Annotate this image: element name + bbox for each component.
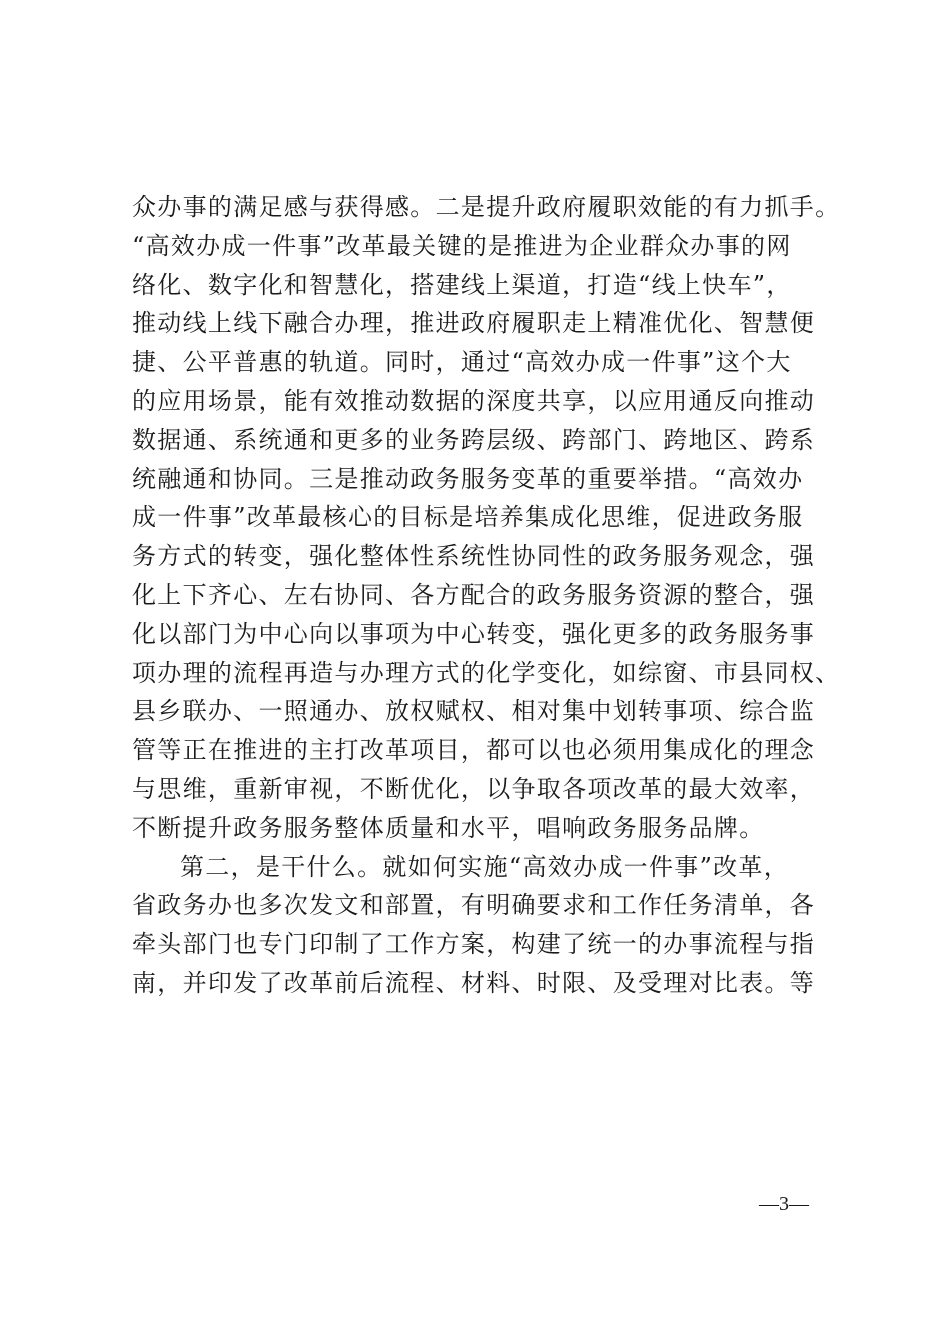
text-line-6: 的应用场景，能有效推动数据的深度共享，以应用通反向推动 xyxy=(132,386,816,415)
text-line-5: 捷、公平普惠的轨道。同时，通过“高效办成一件事”这个大 xyxy=(132,348,792,377)
text-line-12: 化以部门为中心向以事项为中心转变，强化更多的政务服务事 xyxy=(132,619,816,648)
paragraph-start-line: 第二，是干什么。就如何实施“高效办成一件事”改革， xyxy=(180,852,790,881)
text-line-17: 不断提升政务服务整体质量和水平，唱响政务服务品牌。 xyxy=(132,813,765,842)
text-line-2: “高效办成一件事”改革最关键的是推进为企业群众办事的网 xyxy=(132,231,792,260)
text-line-13: 项办理的流程再造与办理方式的化学变化，如综窗、市县同权、 xyxy=(132,658,841,687)
text-line-4: 推动线上线下融合办理，推进政府履职走上精准优化、智慧便 xyxy=(132,309,816,338)
text-line-10: 务方式的转变，强化整体性系统性协同性的政务服务观念，强 xyxy=(132,542,816,571)
text-line-8: 统融通和协同。三是推动政务服务变革的重要举措。“高效办 xyxy=(132,464,804,493)
text-line-15: 管等正在推进的主打改革项目，都可以也必须用集成化的理念 xyxy=(132,736,816,765)
text-line-16: 与思维，重新审视，不断优化，以争取各项改革的最大效率， xyxy=(132,774,816,803)
document-body xyxy=(132,188,841,1003)
text-line-9: 成一件事”改革最核心的目标是培养集成化思维，促进政务服 xyxy=(132,503,804,532)
text-line-19: 省政务办也多次发文和部置，有明确要求和工作任务清单，各 xyxy=(132,891,816,920)
text-line-20: 牵头部门也专门印制了工作方案，构建了统一的办事流程与指 xyxy=(132,930,816,959)
text-line-11: 化上下齐心、左右协同、各方配合的政务服务资源的整合，强 xyxy=(132,580,816,609)
text-line-7: 数据通、系统通和更多的业务跨层级、跨部门、跨地区、跨系 xyxy=(132,425,816,454)
text-line-14: 县乡联办、一照通办、放权赋权、相对集中划转事项、综合监 xyxy=(132,697,816,726)
text-line-3: 络化、数字化和智慧化，搭建线上渠道，打造“线上快车”， xyxy=(132,270,792,299)
text-line-1: 众办事的满足感与获得感。二是提升政府履职效能的有力抓手。 xyxy=(132,193,841,221)
text-line-21: 南，并印发了改革前后流程、材料、时限、及受理对比表。等 xyxy=(132,968,816,997)
page-number: —3— xyxy=(759,1193,809,1215)
